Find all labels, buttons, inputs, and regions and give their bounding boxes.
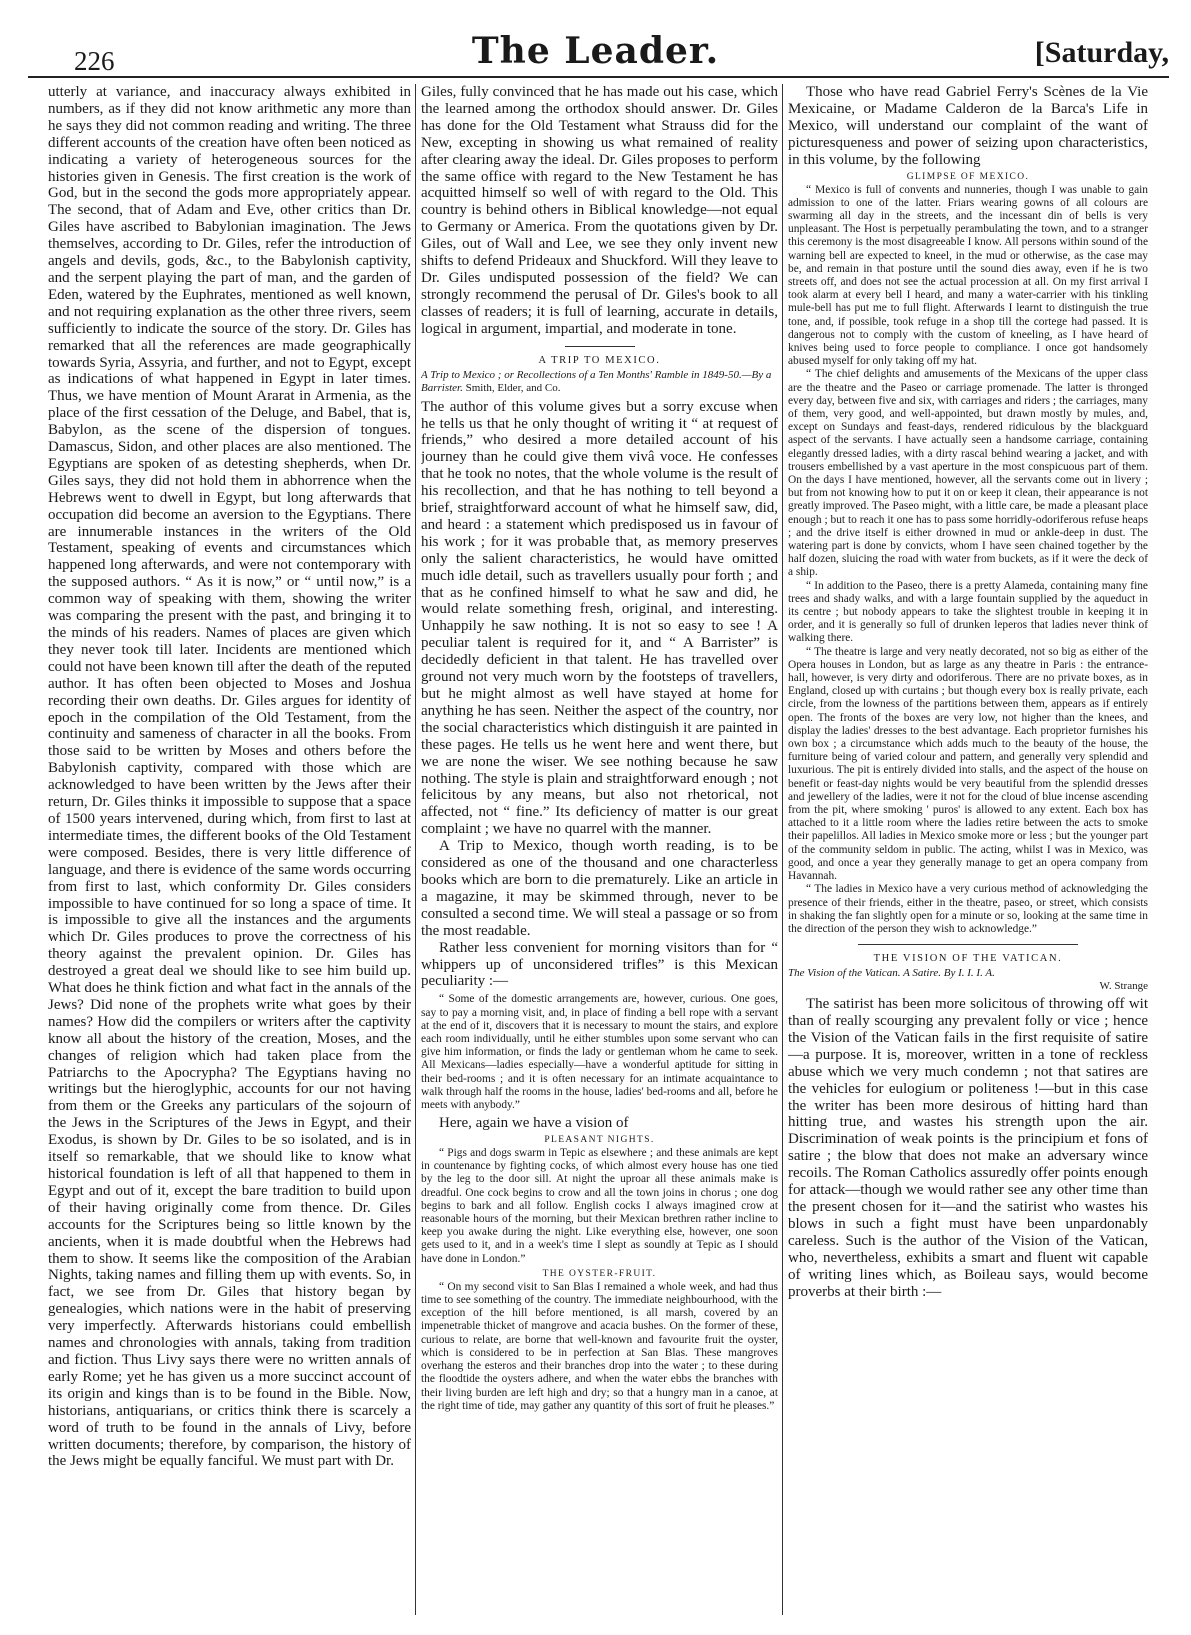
col2-paragraph-2: The author of this volume gives but a sorry excuse when he tells us that he only thought of writing it “ at request of friends,” who desired a more detailed account of his journey than he could give them vivâ voce. He confesses that he took no notes, that the whole volume is the result of his recollection, and that he has nothing to tell beyond a brief, straightforward account of what he himself saw, did, and heard : a statement which predisposed us in favour of his work ; for it was probable that, as memory preserves only the salient characteristics, he would have omitted much idle detail, such as travellers usually pour forth ; and that as he confined himself to what he saw and did, he would relate something fresh, original, and interesting. Unhappily he saw nothing. It is not so easy to see ! A peculiar talent is required for it, and “ A Barrister” is decidedly deficient in that talent. He has travelled over ground not very much worn by the footsteps of travellers, but he might almost as well have stayed at home for anything he has seen. Neither the aspect of the country, nor the social characteristics which distinguish it are painted in these pages. He tells us he went here and went there, but we are none the wiser. We see nothing because he saw nothing. The style is plain and straightforward enough ; not felicitous by any means, but also not rhetorical, not affected, not “ fine.” Its deficiency of matter is our great complaint ; we have no quarrel with the manner. <box>421 398 778 838</box>
column-1 <box>48 84 411 1615</box>
quote-pleasant-nights: “ Pigs and dogs swarm in Tepic as elsewhere ; and these animals are kept in countenance by fighting cocks, of which almost every house has one tied by the leg to the door sill. At night the uproar all these animals make is dreadful. One cock begins to crow and all the town joins in chorus ; one dog begins to bark and all follow. English cocks I always imagined crow at reasonable hours of the morning, but their Mexican brethren rather incline to keep you awake during the night. Like everything else, however, one soon gets used to it, and in a week's time I slept as soundly at Tepic as I should have done in London.” <box>421 1147 778 1265</box>
column-2 <box>421 84 778 1615</box>
col3-paragraph-1: Those who have read Gabriel Ferry's Scènes de la Vie Mexicaine, or Madame Calderon de la Barca's Life in Mexico, will understand our complaint of the want of picturesqueness and power of seizing upon characteristics, in this volume, by the following <box>788 84 1148 168</box>
quote-convents: “ Mexico is full of convents and nunneries, though I was unable to gain admission to one of the latter. Friars wearing gowns of all colours are swarming all day in the streets, and the incessant din of bells is very unpleasant. The Host is perpetually perambulating the town, and to a stranger this ceremony is the most disagreeable I know. All persons within sound of the warning bell are expected to kneel, in the mud or otherwise, as the case may be, and remain in that posture until the sound dies away, even if he is two streets off, and does not see the actual procession at all. On my first arrival I took alarm at every bell I heard, and many a water-carrier with his tinkling mule-bell has put me to full flight. Afterwards I learnt to distinguish the true tone, and, if possible, took refuge in a shop till the cortege had passed. It is dangerous not to comply with the custom of kneeling, as I have heard of knives being used to force people to compliance. I once got handsomely abused myself for only taking off my hat. <box>788 183 1148 368</box>
issue-day: [Saturday, <box>1034 36 1169 69</box>
column-divider-2 <box>782 84 783 1615</box>
col2-paragraph-4: Rather less convenient for morning visitors than for “ whippers up of unconsidered trifles” is this Mexican peculiarity :— <box>421 939 778 990</box>
column-3 <box>788 84 1148 1615</box>
col1-paragraph: utterly at variance, and inaccuracy always exhibited in numbers, as if they did not know arithmetic any more than he says they did not common reading and writing. The three different accounts of the creation have often been noticed as indicating a variety of heterogeneous sources for the histories given in Genesis. The first creation is the work of God, but in the second the gods more appropriately appear. The second, that of Adam and Eve, other critics than Dr. Giles have ascribed to Babylonian imagination. The Jews themselves, according to Dr. Giles, refer the introduction of angels and devils, gods, &c., to the Babylonish captivity, and the serpent playing the part of man, and the garden of Eden, watered by the Euphrates, mentioned as well known, and not requiring explanation as the other three rivers, seem sufficiently to indicate the source of the story. Dr. Giles has remarked that all the references are made geographically towards Syria, Assyria, and further, and not to Egypt, except as indications of what happened in Egypt in later times. Thus, we have mention of Mount Ararat in Armenia, as the place of the first cessation of the Deluge, and Babel, that is, Babylon, as the scene of the dispersion of tongues. Damascus, Sidon, and other places are also mentioned. The Egyptians are spoken of as detesting shepherds, when Dr. Giles says, they did not hold them in abhorrence when the Hebrews went to dwell in Egypt, but long afterwards that occupation did become an aversion to the Egyptians. There are innumerable instances in the writers of the Old Testament, speaking of events and circumstances which happened long afterwards, and were not contemporary with the supposed authors. “ As it is now,” or “ until now,” is a common way of speaking with them, showing the writer was comparing the present with the past, and bringing it to the minds of his readers. Names of places are given which they never took till later. Incidents are mentioned which could not have been known till after the death of the reputed author. It has often been objected to Moses and Joshua recording their own deaths. Dr. Giles argues for identity of epoch in the compilation of the Old Testament, from the continuity and sameness of character in all the books. From those said to be written by Moses and others before the Babylonish captivity, compared with those which are acknowledged to have been written by the Jews after their return, Dr. Giles thinks it impossible to suppose that a space of 1500 years intervened, during which, from first to last at intermediate times, the different books of the Old Testament were composed. Besides, there is very little difference of language, and there is evidence of the same words occurring from first to last, which conformity Dr. Giles considers impossible to have continued for so long a space of time. It is impossible to give all the instances and the arguments which Dr. Giles produces to prove the correctness of his theory against the prevalent opinion. Dr. Giles has destroyed a great deal we should like to see him build up. What does he think fiction and what fact in the annals of the Jews? Did none of the prophets write what goes by their names? How did the compilers or writers after the captivity know all about the history of the creation, Moses, and the changes of religion which had taken place from the Patriarchs to the Apocrypha? The Egyptians having no writings but the hieroglyphic, accounts for our not having from them or the Greeks any particulars of the sojourn of the Jews in the Scriptures of the Jews in Egypt, and their Exodus, is shown by Dr. Giles to be so isolated, and is in itself so remarkable, that we should like to know what historical foundation is left of all that happened to them in Egypt and out of it, except the bare tradition to build upon of their having originally come from thence. Dr. Giles accounts for the Scriptures being so little known by the ancients, when it is made doubtful when the Hebrews had them to show. It seems like the composition of the Arabian Nights, taking names and filling them up with events. So, in fact, we see from Dr. Giles that history began by genealogies, which nations were in the habit of preserving very imperfectly. Afterwards historians could embellish names and chronologies with annals, taking from tradition and fiction. Thus Livy says there were no written annals of early Rome; yet he has given us a more succinct account of its origin and kings than is to be found in the Bible. Now, historians, antiquarians, or critics think there is scarcely a word of truth to be found in the annals of Livy, before written documents; therefore, by comparison, the history of the Jews might be equally fanciful. We must part with Dr. <box>48 84 411 1470</box>
col2-paragraph-5: Here, again we have a vision of <box>439 1115 629 1132</box>
citation-title: A Trip to Mexico ; or Recollections of a Ten Months' Ramble in 1849-50.—By a Barrister. <box>421 368 772 394</box>
quote-ladies-fans: “ The ladies in Mexico have a very curious method of acknowledging the presence of their friends, either in the theatre, paseo, or street, which consists in shaking the fan slightly open for a minute or so, looking at the same time in the direction of the person they wish to acknowledge.” <box>788 883 1148 935</box>
subheading-oyster-fruit: THE OYSTER-FRUIT. <box>542 1268 657 1279</box>
page-header <box>22 28 1169 78</box>
quote-oyster-fruit: “ On my second visit to San Blas I remained a whole week, and had thus time to see something of the country. The immediate neighbourhood, with the exception of the hill before mentioned, is all marsh, covered by an impenetrable thicket of mangrove and acacia bushes. On the former of these, curious to relate, are borne that well-known and favourite fruit the oyster, which is considered to be in perfection at San Blas. These mangroves overhang the esteros and their branches drop into the water ; to these during the floodtide the oysters adhere, and when the water ebbs the branches with their living burden are left high and dry; so that a hungry man in a canoe, at the right time of tide, may gather any quantity of this sort of fruit he pleases.” <box>421 1280 778 1412</box>
quote-paseo: “ The chief delights and amusements of the Mexicans of the upper class are the theatre and the Paseo or carriage promenade. The latter is thronged every day, between five and six, with carriages and riders ; the carriages, many of them, very good, and well-appointed, but drawn mostly by mules, and, except on Sundays and feast-days, rendered ridiculous by the blackguard aspect of the servants. I have actually seen a handsome carriage, containing elegantly dressed ladies, with a dirty rascal behind wearing a jacket, and with trousers embellished by a vast aperture in the most conspicuous part of them. On the days I have mentioned, however, all the servants come out in livery ; but from not knowing how to put it on or keep it clean, their appearance is not greatly improved. The Paseo might, with a little care, be made a pleasant place enough ; but to reach it one has to pass some horridly-odoriferous refuse heaps ; and the drive itself is either drowned in mud or ankle-deep in dust. The watering part is done by convicts, whom I have seen chained together by the half dozen, sluicing the road with water from buckets, as if it were the deck of a ship. <box>788 368 1148 579</box>
column-divider-1 <box>415 84 416 1615</box>
quote-alameda: “ In addition to the Paseo, there is a pretty Alameda, containing many fine trees and shady walks, and with a large fountain supplied by the aqueduct in its centre ; but nobody appears to take the slightest trouble in keeping it in order, and it is generally so full of drunken leperos that ladies never think of walking there. <box>788 579 1148 645</box>
subheading-glimpse-of-mexico: GLIMPSE OF MEXICO. <box>906 171 1030 182</box>
masthead-title: The Leader. <box>471 30 720 72</box>
quote-domestic-arrangements: “ Some of the domestic arrangements are, however, curious. One goes, say to pay a morning visit, and, in place of finding a bell rope with a servant at the end of it, discovers that it is necessary to mount the stairs, and explore each room individually, until he either stumbles upon some servant who can give him information, or finds the lady or gentleman whom he came to seek. All Mexicans—ladies especially—have a wonderful aptitude for sitting in their bed-rooms ; and it is often necessary for an intimate acquaintance to walk through half the rooms in the house, ladies' bed-rooms and all, before he meets with anybody.” <box>421 993 778 1111</box>
vatican-citation-title: The Vision of the Vatican. A Satire. By I. I. I. A. <box>788 967 995 980</box>
col3-paragraph-2: The satirist has been more solicitous of throwing off wit than of really scourging any prevalent folly or vice ; hence the Vision of the Vatican fails in the first requisite of satire—a purpose. It is, moreover, written in a tone of reckless abuse which we very much condemn ; not that satires are the vehicles for eulogium or politeness !—but in this case the writer has been more desirous of hitting hard than hitting true, and wastes his strength upon the air. Discrimination of weak points is the principium et fons of satire ; the blow that does not make an adversary wince recoils. The Roman Catholics assuredly offer points enough for attack—though we would rather see any other time than the present chosen for it—and the satirist who wastes his blows in such a fight must have been unpardonably careless. Such is the author of the Vision of the Vatican, who, nevertheless, exhibits a smart and fluent wit capable of writing lines which, as Boileau says, would become proverbs at their birth :— <box>788 996 1148 1300</box>
header-rule <box>28 76 1169 78</box>
page-number: 226 <box>74 46 115 76</box>
subheading-pleasant-nights: PLEASANT NIGHTS. <box>544 1135 655 1146</box>
citation-publisher: Smith, Elder, and Co. <box>465 381 561 394</box>
vatican-citation-publisher: W. Strange <box>1099 980 1148 993</box>
col2-paragraph-1: Giles, fully convinced that he has made out his case, which the learned among the orthodox should answer. Dr. Giles has done for the Old Testament what Strauss did for the New, excepting in showing us what remained of reality after clearing away the ideal. Dr. Giles proposes to perform the same office with regard to the New Testament he has acquitted himself so well of with regard to the Old. This country is behind others in Biblical knowledge—not equal to Germany or America. From the quotations given by Dr. Giles, out of Wall and Lee, we see they only invent new shifts to defend Prideaux and Shuckford. Will they leave to Dr. Giles undisputed possession of the field? We can strongly recommend the perusal of Dr. Giles's book to all classes of readers; it is full of learning, accurate in details, logical in argument, impartial, and moderate in tone. <box>421 84 778 337</box>
col2-paragraph-3: A Trip to Mexico, though worth reading, is to be considered as one of the thousand and one characterless books which are born to die prematurely. Like an article in a magazine, it may be skimmed through, never to be consulted a second time. We will steal a passage or so from the most readable. <box>421 838 778 939</box>
article-heading-vision-of-vatican: THE VISION OF THE VATICAN. <box>873 953 1063 965</box>
quote-theatre: “ The theatre is large and very neatly decorated, not so big as either of the Opera houses in London, but as large as any theatre in Paris : the entrance-hall, however, is very dirty and odoriferous. There are no private boxes, as in England, closed up with curtains ; but though every box is really private, each circle, from the lowness of the partitions between them, appears as if entirely open. The fronts of the boxes are very low, not higher than the knees, and display the ladies' dresses to the best advantage. Each proprietor furnishes his own box ; a circumstance which adds much to the beauty of the house, the furniture being of varied colour and pattern, and generally very splendid and luxurious. The pit is entirely divided into stalls, and the aspect of the house on benefit or feast-day nights would be very beautiful from the splendid dresses and jewellery of the ladies, were it not for the cloud of blue incense ascending from the pit, where smoking ' puros' is allowed to any extent. Each box has attached to it a little room where the ladies retire between the acts to smoke their papelillos. All ladies in Mexico smoke more or less ; but the younger part of the community seldom in public. The acting, whilst I was in Mexico, was good, and once a year they generally manage to get an opera company from Havannah. <box>788 645 1148 883</box>
vatican-citation <box>788 967 1148 980</box>
article-citation <box>421 369 778 395</box>
article-heading-trip-to-mexico: A TRIP TO MEXICO. <box>538 354 661 366</box>
section-divider-vatican <box>858 944 1078 945</box>
section-divider <box>565 346 635 347</box>
